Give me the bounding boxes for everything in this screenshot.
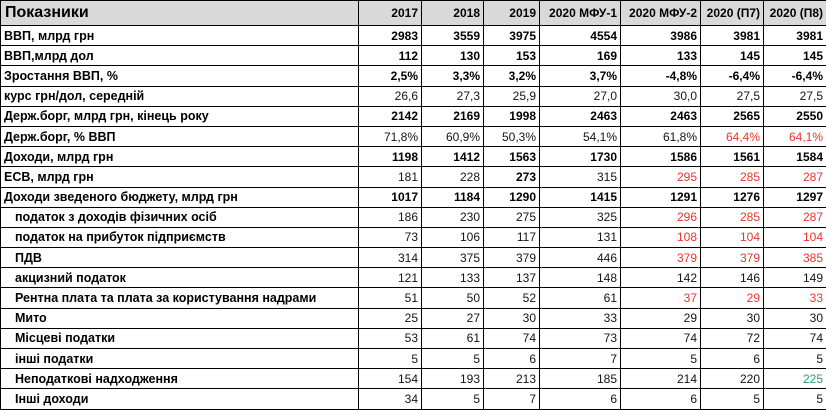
row-label-cell[interactable]: Місцеві податки xyxy=(1,328,359,348)
value-cell[interactable]: -6,4% xyxy=(764,66,826,86)
row-label-cell[interactable]: Мито xyxy=(1,308,359,328)
value-cell[interactable]: 2169 xyxy=(422,106,484,126)
value-cell[interactable]: 145 xyxy=(764,46,826,66)
value-cell[interactable]: 169 xyxy=(540,46,621,66)
table-row xyxy=(1,288,826,308)
header-2020-p7[interactable]: 2020 (П7) xyxy=(701,1,764,26)
value-cell[interactable]: 27,0 xyxy=(540,86,621,106)
table-row xyxy=(1,26,826,46)
value-cell[interactable]: 275 xyxy=(484,207,540,227)
value-cell[interactable]: 153 xyxy=(484,46,540,66)
table-row xyxy=(1,369,826,389)
value-cell[interactable]: 50,3% xyxy=(484,126,540,146)
value-cell[interactable]: 5 xyxy=(764,349,826,369)
value-cell[interactable]: 30 xyxy=(764,308,826,328)
value-cell[interactable]: 37 xyxy=(621,288,701,308)
value-cell[interactable]: 3975 xyxy=(484,26,540,46)
table-row xyxy=(1,106,826,126)
value-cell[interactable]: 27,5 xyxy=(701,86,764,106)
value-cell[interactable]: 315 xyxy=(540,167,621,187)
value-cell[interactable]: 61 xyxy=(540,288,621,308)
row-label-cell[interactable]: Держ.борг, млрд грн, кінець року xyxy=(1,106,359,126)
value-cell[interactable]: 29 xyxy=(701,288,764,308)
value-cell[interactable]: 2,5% xyxy=(359,66,422,86)
value-cell[interactable]: 27 xyxy=(422,308,484,328)
value-cell[interactable]: 25 xyxy=(359,308,422,328)
table-row xyxy=(1,328,826,348)
value-cell[interactable]: 121 xyxy=(359,268,422,288)
row-label-cell[interactable]: Держ.борг, % ВВП xyxy=(1,126,359,146)
value-cell[interactable]: 3,7% xyxy=(540,66,621,86)
value-cell[interactable]: 73 xyxy=(540,328,621,348)
value-cell[interactable]: 3981 xyxy=(764,26,826,46)
table-row xyxy=(1,46,826,66)
row-label-cell[interactable]: акцизний податок xyxy=(1,268,359,288)
value-cell[interactable]: 149 xyxy=(764,268,826,288)
value-cell[interactable]: 186 xyxy=(359,207,422,227)
value-cell[interactable]: 5 xyxy=(422,389,484,409)
value-cell[interactable]: 375 xyxy=(422,248,484,268)
value-cell[interactable]: 1198 xyxy=(359,147,422,167)
row-label-cell[interactable]: Інші доходи xyxy=(1,389,359,409)
value-cell[interactable]: 33 xyxy=(764,288,826,308)
value-cell[interactable]: 130 xyxy=(422,46,484,66)
table-row xyxy=(1,86,826,106)
row-label-cell[interactable]: ЕСВ, млрд грн xyxy=(1,167,359,187)
value-cell[interactable]: 74 xyxy=(764,328,826,348)
value-cell[interactable]: 71,8% xyxy=(359,126,422,146)
value-cell[interactable]: 1561 xyxy=(701,147,764,167)
value-cell[interactable]: 6 xyxy=(701,349,764,369)
value-cell[interactable]: 220 xyxy=(701,369,764,389)
value-cell[interactable]: 379 xyxy=(621,248,701,268)
value-cell[interactable]: 3559 xyxy=(422,26,484,46)
value-cell[interactable]: 2463 xyxy=(540,106,621,126)
table-row xyxy=(1,147,826,167)
value-cell[interactable]: 117 xyxy=(484,227,540,247)
value-cell[interactable]: 131 xyxy=(540,227,621,247)
value-cell[interactable]: 74 xyxy=(621,328,701,348)
value-cell[interactable]: 1998 xyxy=(484,106,540,126)
value-cell[interactable]: 137 xyxy=(484,268,540,288)
row-label-cell[interactable]: інші податки xyxy=(1,349,359,369)
value-cell[interactable]: 5 xyxy=(422,349,484,369)
table-row xyxy=(1,268,826,288)
value-cell[interactable]: 1297 xyxy=(764,187,826,207)
value-cell[interactable]: 230 xyxy=(422,207,484,227)
table-row xyxy=(1,248,826,268)
value-cell[interactable]: 295 xyxy=(621,167,701,187)
value-cell[interactable]: 325 xyxy=(540,207,621,227)
value-cell[interactable]: 1584 xyxy=(764,147,826,167)
value-cell[interactable]: 146 xyxy=(701,268,764,288)
value-cell[interactable]: 1184 xyxy=(422,187,484,207)
header-year-2019[interactable]: 2019 xyxy=(484,1,540,26)
row-label-cell[interactable]: Зростання ВВП, % xyxy=(1,66,359,86)
header-indicators-cell[interactable]: Показники xyxy=(1,1,359,26)
value-cell[interactable]: 285 xyxy=(701,167,764,187)
header-row xyxy=(1,1,826,26)
value-cell[interactable]: 2463 xyxy=(621,106,701,126)
table-row xyxy=(1,308,826,328)
value-cell[interactable]: 287 xyxy=(764,167,826,187)
value-cell[interactable]: 154 xyxy=(359,369,422,389)
value-cell[interactable]: 193 xyxy=(422,369,484,389)
value-cell[interactable]: 5 xyxy=(359,349,422,369)
value-cell[interactable]: 33 xyxy=(540,308,621,328)
value-cell[interactable]: 2983 xyxy=(359,26,422,46)
header-2020-mfu1[interactable]: 2020 МФУ-1 xyxy=(540,1,621,26)
value-cell[interactable]: 61,8% xyxy=(621,126,701,146)
value-cell[interactable]: 142 xyxy=(621,268,701,288)
row-label-cell[interactable]: Рентна плата та плата за користування надрами xyxy=(1,288,359,308)
value-cell[interactable]: -6,4% xyxy=(701,66,764,86)
row-label-cell[interactable]: ВВП,млрд дол xyxy=(1,46,359,66)
value-cell[interactable]: 2565 xyxy=(701,106,764,126)
row-label-cell[interactable]: Доходи зведеного бюджету, млрд грн xyxy=(1,187,359,207)
value-cell[interactable]: 54,1% xyxy=(540,126,621,146)
value-cell[interactable]: 73 xyxy=(359,227,422,247)
row-label-cell[interactable]: податок з доходів фізичних осіб xyxy=(1,207,359,227)
value-cell[interactable]: 225 xyxy=(764,369,826,389)
value-cell[interactable]: 1586 xyxy=(621,147,701,167)
table-row xyxy=(1,207,826,227)
value-cell[interactable]: 379 xyxy=(701,248,764,268)
header-year-2017[interactable]: 2017 xyxy=(359,1,422,26)
value-cell[interactable]: 1563 xyxy=(484,147,540,167)
value-cell[interactable]: 296 xyxy=(621,207,701,227)
row-label-cell[interactable]: ВВП, млрд грн xyxy=(1,26,359,46)
value-cell[interactable]: 30 xyxy=(484,308,540,328)
header-2020-p8[interactable]: 2020 (П8) xyxy=(764,1,826,26)
value-cell[interactable]: 7 xyxy=(540,349,621,369)
table-row xyxy=(1,66,826,86)
value-cell[interactable]: 285 xyxy=(701,207,764,227)
value-cell[interactable]: 287 xyxy=(764,207,826,227)
value-cell[interactable]: 3,3% xyxy=(422,66,484,86)
value-cell[interactable]: 6 xyxy=(540,389,621,409)
value-cell[interactable]: 185 xyxy=(540,369,621,389)
row-label-cell[interactable]: ПДВ xyxy=(1,248,359,268)
value-cell[interactable]: 2550 xyxy=(764,106,826,126)
value-cell[interactable]: 133 xyxy=(621,46,701,66)
value-cell[interactable]: 30 xyxy=(701,308,764,328)
value-cell[interactable]: 51 xyxy=(359,288,422,308)
value-cell[interactable]: 133 xyxy=(422,268,484,288)
value-cell[interactable]: 6 xyxy=(621,389,701,409)
value-cell[interactable]: 273 xyxy=(484,167,540,187)
value-cell[interactable]: 4554 xyxy=(540,26,621,46)
row-label-cell[interactable]: податок на прибуток підприємств xyxy=(1,227,359,247)
table-row xyxy=(1,187,826,207)
value-cell[interactable]: 228 xyxy=(422,167,484,187)
value-cell[interactable]: 106 xyxy=(422,227,484,247)
value-cell[interactable]: 214 xyxy=(621,369,701,389)
value-cell[interactable]: 27,5 xyxy=(764,86,826,106)
value-cell[interactable]: 3986 xyxy=(621,26,701,46)
header-2020-mfu2[interactable]: 2020 МФУ-2 xyxy=(621,1,701,26)
table-row xyxy=(1,389,826,409)
value-cell[interactable]: 50 xyxy=(422,288,484,308)
value-cell[interactable]: 29 xyxy=(621,308,701,328)
value-cell[interactable]: 1730 xyxy=(540,147,621,167)
table-body xyxy=(1,26,826,410)
value-cell[interactable]: 3981 xyxy=(701,26,764,46)
value-cell[interactable]: 52 xyxy=(484,288,540,308)
value-cell[interactable]: 5 xyxy=(764,389,826,409)
value-cell[interactable]: 3,2% xyxy=(484,66,540,86)
value-cell[interactable]: 34 xyxy=(359,389,422,409)
value-cell[interactable]: 7 xyxy=(484,389,540,409)
value-cell[interactable]: 26,6 xyxy=(359,86,422,106)
value-cell[interactable]: 74 xyxy=(484,328,540,348)
row-label-cell[interactable]: Доходи, млрд грн xyxy=(1,147,359,167)
value-cell[interactable]: 27,3 xyxy=(422,86,484,106)
value-cell[interactable]: 385 xyxy=(764,248,826,268)
value-cell[interactable]: 25,9 xyxy=(484,86,540,106)
value-cell[interactable]: 1412 xyxy=(422,147,484,167)
value-cell[interactable]: 5 xyxy=(621,349,701,369)
value-cell[interactable]: 148 xyxy=(540,268,621,288)
value-cell[interactable]: 1276 xyxy=(701,187,764,207)
value-cell[interactable]: 1017 xyxy=(359,187,422,207)
value-cell[interactable]: 53 xyxy=(359,328,422,348)
value-cell[interactable]: 61 xyxy=(422,328,484,348)
value-cell[interactable]: 64,1% xyxy=(764,126,826,146)
value-cell[interactable]: 1291 xyxy=(621,187,701,207)
value-cell[interactable]: 64,4% xyxy=(701,126,764,146)
value-cell[interactable]: 5 xyxy=(701,389,764,409)
value-cell[interactable]: 108 xyxy=(621,227,701,247)
value-cell[interactable]: 104 xyxy=(764,227,826,247)
value-cell[interactable]: 1290 xyxy=(484,187,540,207)
table-row xyxy=(1,227,826,247)
value-cell[interactable]: 213 xyxy=(484,369,540,389)
value-cell[interactable]: 72 xyxy=(701,328,764,348)
value-cell[interactable]: 30,0 xyxy=(621,86,701,106)
row-label-cell[interactable]: Неподаткові надходження xyxy=(1,369,359,389)
value-cell[interactable]: 2142 xyxy=(359,106,422,126)
value-cell[interactable]: 181 xyxy=(359,167,422,187)
value-cell[interactable]: 145 xyxy=(701,46,764,66)
value-cell[interactable]: 60,9% xyxy=(422,126,484,146)
table-row xyxy=(1,126,826,146)
value-cell[interactable]: 6 xyxy=(484,349,540,369)
row-label-cell[interactable]: курс грн/дол, середній xyxy=(1,86,359,106)
table-row xyxy=(1,349,826,369)
value-cell[interactable]: -4,8% xyxy=(621,66,701,86)
value-cell[interactable]: 314 xyxy=(359,248,422,268)
value-cell[interactable]: 1415 xyxy=(540,187,621,207)
value-cell[interactable]: 446 xyxy=(540,248,621,268)
value-cell[interactable]: 379 xyxy=(484,248,540,268)
value-cell[interactable]: 112 xyxy=(359,46,422,66)
table-row xyxy=(1,167,826,187)
header-year-2018[interactable]: 2018 xyxy=(422,1,484,26)
value-cell[interactable]: 104 xyxy=(701,227,764,247)
